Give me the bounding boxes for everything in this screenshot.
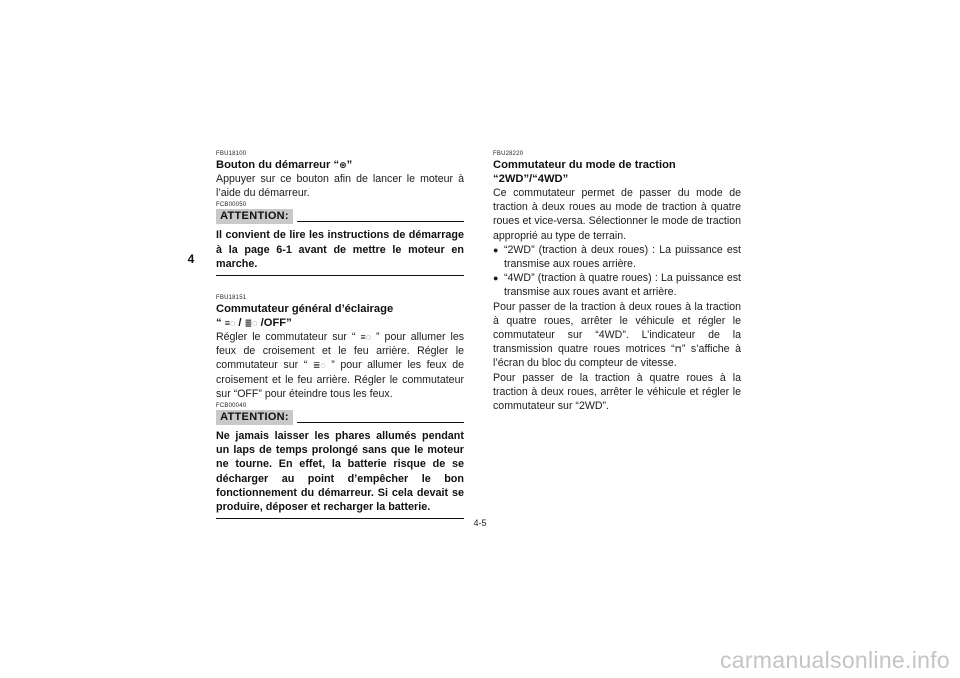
traction-2wd-to-4wd [493,300,741,371]
bullet-4wd [493,271,741,299]
four-wheel-drive-icon: ⊓ [674,344,682,355]
section-code: FBU18100 [216,151,247,157]
attention-rule [297,422,464,423]
traction-intro: Ce commutateur permet de passer du mode de traction à deux roues au mode de traction à quatre roues et vice-versa. Sélectionner le mode de traction approprié au type de terrain. [493,187,741,242]
bullet-text: “4WD” (traction à quatre roues) : La puissance est transmise aux roues avant et arrière. [504,272,741,299]
attention-text-starter: Il convient de lire les instructions de démarrage à la page 6-1 avant de mettre le moteur en marche. [216,229,464,270]
section-code: FBU18151 [216,295,247,302]
section-title-traction: Commutateur du mode de traction [493,159,676,171]
section-code: FBU28220 [493,151,524,157]
subtitle-open: “ [216,317,225,330]
text-part: ” pour allumer les feux de croisement et le feu arrière. Régler le commutateur sur “OFF” pour éteindre tous les feux. [216,359,464,400]
bullet-icon: ● [493,244,499,255]
low-beam-icon: ≡◌ [360,332,372,343]
starter-icon: ⊛ [339,160,347,170]
text-part: ” pour allumer les feux de croisement et le feu arrière. Régler le commutateur sur “ [216,331,465,372]
attention-label: ATTENTION: [216,410,293,425]
subtitle-close: /OFF” [257,317,292,330]
attention-end-rule [216,518,464,519]
low-beam-icon: ≡◌ [224,318,236,329]
bullet-icon: ● [493,273,499,284]
chapter-tab: 4 [183,250,199,268]
attention-text-lighting: Ne jamais laisser les phares allumés pendant un laps de temps prolongé sans que le moteur ne tourne. En effet, la batterie risque de se décharger au point d’empêcher le bon fonctionnement du démarreur. Si cela devait se produire, déposer et recharger la batterie. [216,430,464,514]
watermark: carmanualsonline.info [719,647,950,673]
attention-rule [297,221,464,222]
starter-description: Appuyer sur ce bouton afin de lancer le moteur à l’aide du démarreur. [216,173,464,200]
lighting-description [216,330,464,401]
bullet-text: “2WD” (traction à deux roues) : La puissance est transmise aux roues arrière. [504,243,741,271]
text-part: Pour passer de la traction à deux roues à la traction à quatre roues, arrêter le véhicule et régler le commutateur sur “4WD”. L’indicateur de la transmission quatre roues motrices “ [493,300,741,356]
high-beam-icon: ≣◌ [244,318,258,329]
attention-code: FCB00040 [216,403,247,410]
attention-code: FCB00050 [216,202,247,209]
left-column [216,150,464,519]
attention-label: ATTENTION: [216,209,293,224]
text-part: Régler le commutateur sur “ [216,331,361,344]
title-text-end: ” [346,159,353,171]
section-title-lighting: Commutateur général d’éclairage [216,303,394,316]
section-title-starter-button [216,158,464,172]
attention-header [216,410,464,425]
bullet-2wd [493,243,741,271]
page-number: 4-5 [473,518,487,528]
section-subtitle-traction: “2WD”/“4WD” [493,173,569,185]
text-part: ” s’affiche à l’écran du bloc du compteur de vitesse. [493,343,741,370]
section-subtitle-lighting [216,316,464,330]
subtitle-sep: / [235,317,245,330]
high-beam-icon: ≣◌ [312,360,326,371]
right-column [493,150,741,413]
traction-4wd-to-2wd: Pour passer de la traction à quatre roues à la traction à deux roues, arrêter le véhicule et régler le commutateur sur “2WD”. [493,371,741,413]
attention-header [216,209,464,224]
title-text: Bouton du démarreur “ [216,159,340,171]
